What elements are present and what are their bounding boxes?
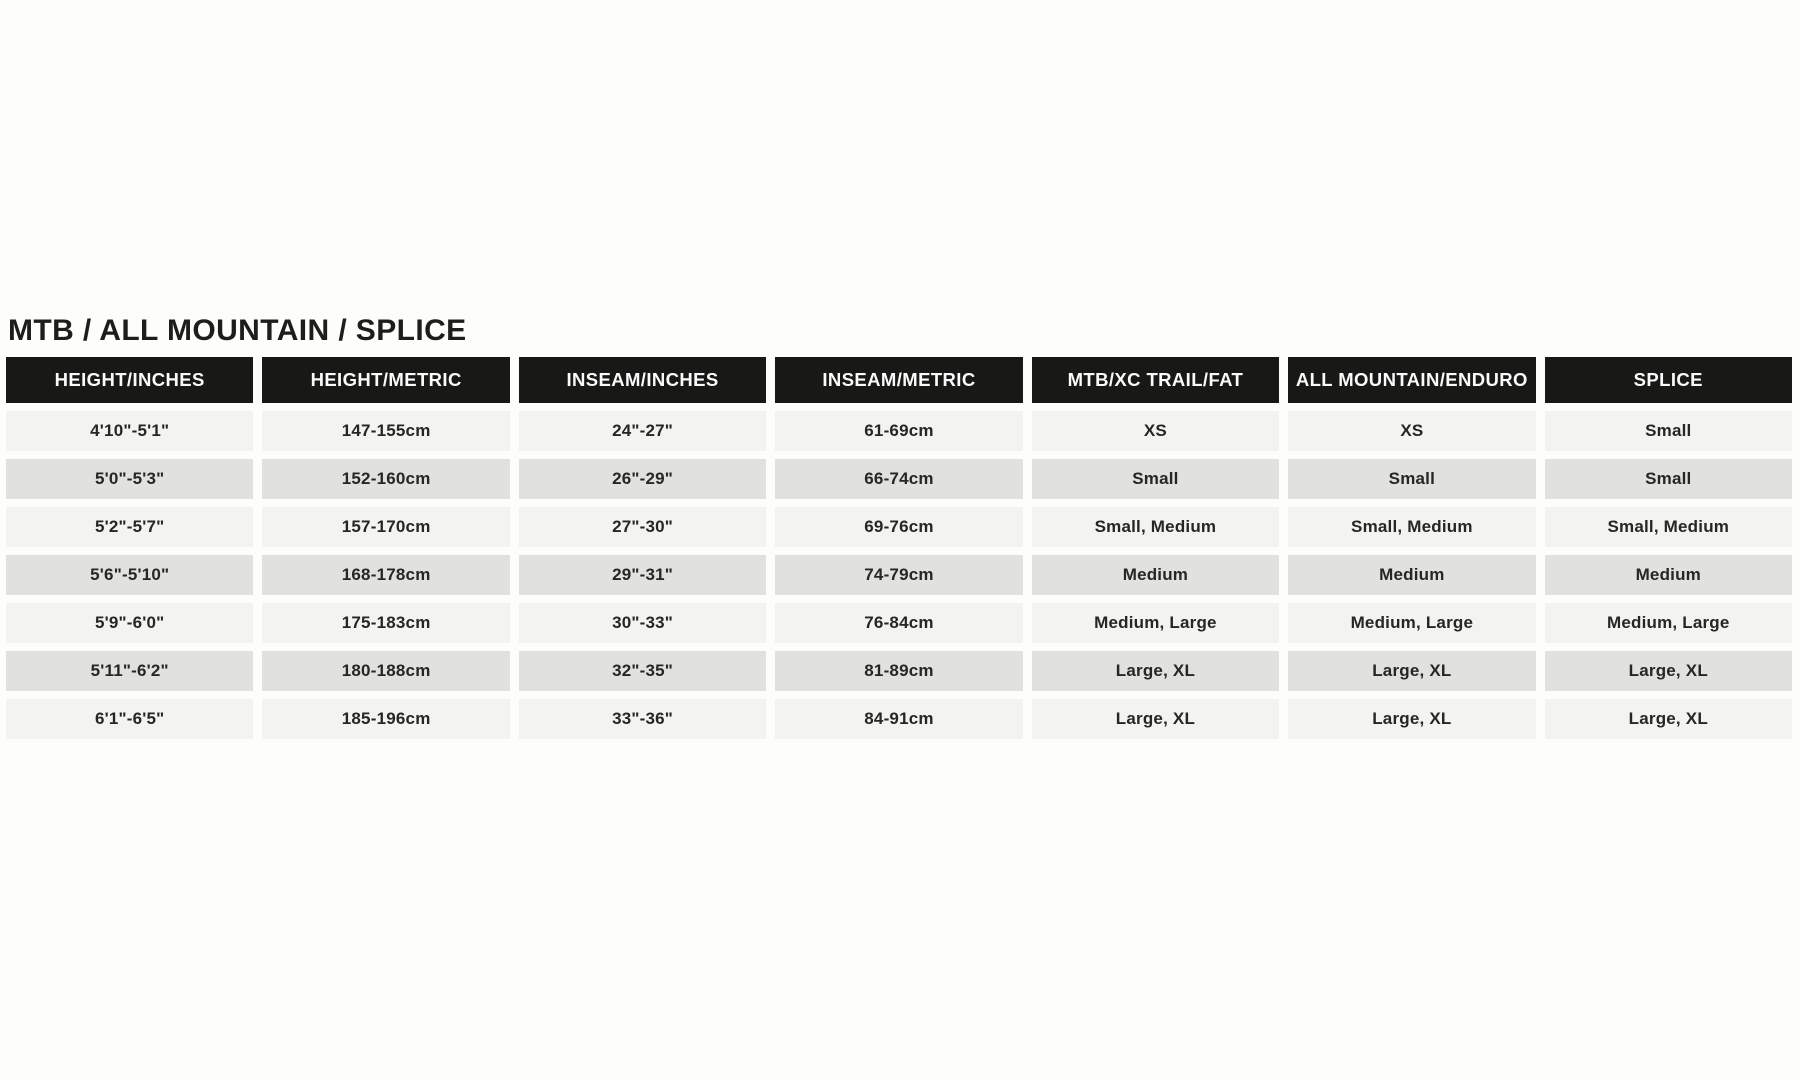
- table-cell: XS: [1032, 411, 1279, 451]
- table-cell: Large, XL: [1288, 699, 1535, 739]
- table-cell: Medium: [1288, 555, 1535, 595]
- table-cell: 24"-27": [519, 411, 766, 451]
- column-header-mtb-xc-trail-fat: MTB/XC TRAIL/FAT: [1032, 357, 1279, 403]
- table-cell: Small, Medium: [1032, 507, 1279, 547]
- table-cell: 180-188cm: [262, 651, 509, 691]
- table-cell: 175-183cm: [262, 603, 509, 643]
- table-cell: 27"-30": [519, 507, 766, 547]
- table-cell: 30"-33": [519, 603, 766, 643]
- table-cell: 32"-35": [519, 651, 766, 691]
- table-cell: Small: [1545, 459, 1792, 499]
- table-cell: 81-89cm: [775, 651, 1022, 691]
- table-cell: Large, XL: [1032, 651, 1279, 691]
- table-cell: Large, XL: [1288, 651, 1535, 691]
- table-cell: 157-170cm: [262, 507, 509, 547]
- column-header-height-inches: HEIGHT/INCHES: [6, 357, 253, 403]
- table-cell: 5'11"-6'2": [6, 651, 253, 691]
- column-header-inseam-metric: INSEAM/METRIC: [775, 357, 1022, 403]
- table-cell: Medium: [1032, 555, 1279, 595]
- table-cell: Small, Medium: [1288, 507, 1535, 547]
- table-cell: 147-155cm: [262, 411, 509, 451]
- table-cell: 6'1"-6'5": [6, 699, 253, 739]
- table-cell: 5'9"-6'0": [6, 603, 253, 643]
- table-cell: 185-196cm: [262, 699, 509, 739]
- table-cell: Medium, Large: [1545, 603, 1792, 643]
- table-cell: Large, XL: [1545, 699, 1792, 739]
- table-cell: 61-69cm: [775, 411, 1022, 451]
- table-cell: 29"-31": [519, 555, 766, 595]
- table-cell: 26"-29": [519, 459, 766, 499]
- table-cell: XS: [1288, 411, 1535, 451]
- table-cell: 5'0"-5'3": [6, 459, 253, 499]
- size-chart: [6, 314, 1792, 739]
- column-header-all-mountain-enduro: ALL MOUNTAIN/ENDURO: [1288, 357, 1535, 403]
- table-cell: Large, XL: [1545, 651, 1792, 691]
- table-cell: 66-74cm: [775, 459, 1022, 499]
- table-cell: 4'10"-5'1": [6, 411, 253, 451]
- table-cell: 33"-36": [519, 699, 766, 739]
- table-cell: 5'6"-5'10": [6, 555, 253, 595]
- table-cell: Small: [1288, 459, 1535, 499]
- table-cell: Medium, Large: [1032, 603, 1279, 643]
- table-cell: Small: [1032, 459, 1279, 499]
- page-title: MTB / ALL MOUNTAIN / SPLICE: [8, 314, 467, 347]
- column-header-splice: SPLICE: [1545, 357, 1792, 403]
- table-cell: 84-91cm: [775, 699, 1022, 739]
- table-cell: Medium: [1545, 555, 1792, 595]
- table-cell: 76-84cm: [775, 603, 1022, 643]
- table-cell: 152-160cm: [262, 459, 509, 499]
- size-chart-table: [6, 357, 1792, 739]
- table-cell: Small, Medium: [1545, 507, 1792, 547]
- table-cell: 5'2"-5'7": [6, 507, 253, 547]
- table-cell: 74-79cm: [775, 555, 1022, 595]
- table-cell: 168-178cm: [262, 555, 509, 595]
- table-cell: Medium, Large: [1288, 603, 1535, 643]
- table-cell: Small: [1545, 411, 1792, 451]
- table-cell: 69-76cm: [775, 507, 1022, 547]
- column-header-height-metric: HEIGHT/METRIC: [262, 357, 509, 403]
- column-header-inseam-inches: INSEAM/INCHES: [519, 357, 766, 403]
- table-cell: Large, XL: [1032, 699, 1279, 739]
